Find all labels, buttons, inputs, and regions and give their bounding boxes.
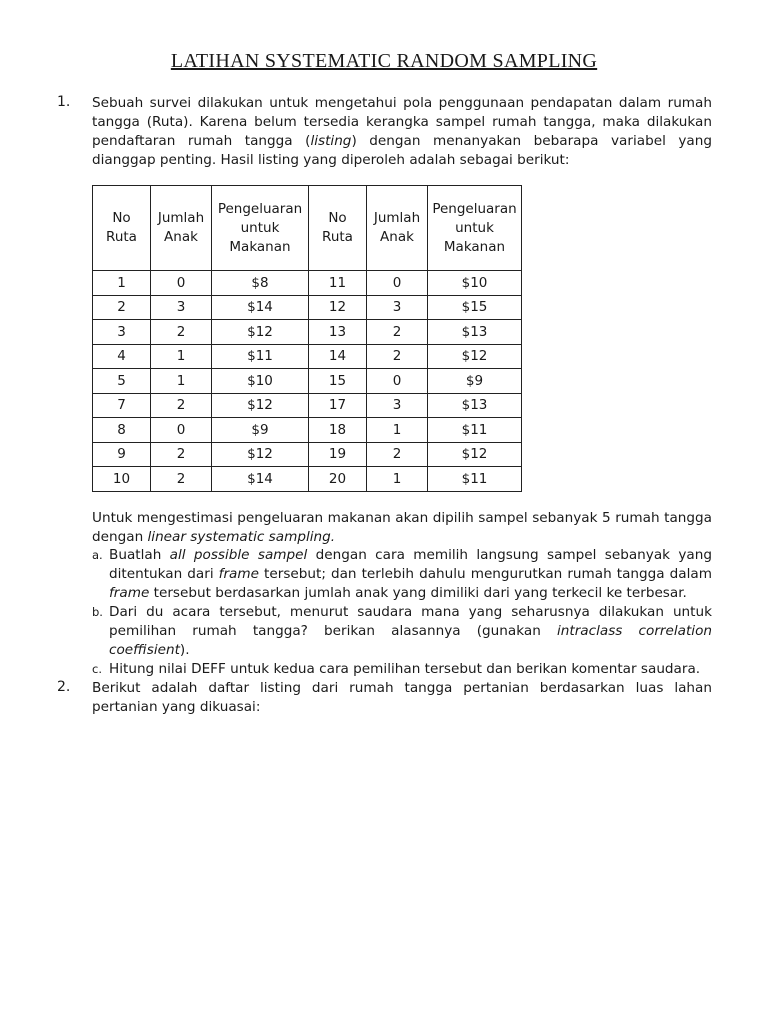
table-cell: 17 <box>309 393 367 418</box>
intro-text-1: Sebuah survei dilakukan untuk mengetahui pola penggunaan pendapatan dalam rumah tangga (Ruta). Karena belum tersedia kerangka sampel rumah tangga, maka dilakukan pendaftaran rumah tangga ( <box>92 95 712 149</box>
table-cell: 12 <box>309 295 367 320</box>
table-cell: 2 <box>151 442 212 467</box>
question-1-sampling-text <box>92 509 712 547</box>
table-cell: 3 <box>151 295 212 320</box>
after-text-2: linear systematic sampling. <box>147 529 336 545</box>
table-cell: 3 <box>367 295 428 320</box>
table-cell: $12 <box>212 320 309 345</box>
header-label: No Ruta <box>322 210 353 245</box>
table-row <box>93 271 522 296</box>
question-1-intro <box>92 94 712 170</box>
listing-table <box>92 185 522 492</box>
table-cell: $15 <box>428 295 522 320</box>
task-text: Buatlah <box>109 547 170 563</box>
table-cell: 7 <box>93 393 151 418</box>
table-cell: 2 <box>367 320 428 345</box>
table-cell: $9 <box>212 418 309 443</box>
table-header-row <box>93 186 522 271</box>
task-text: Hitung nilai DEFF untuk kedua cara pemilihan tersebut dan berikan komentar saudara. <box>109 661 701 677</box>
table-row <box>93 344 522 369</box>
table-cell: 9 <box>93 442 151 467</box>
task-text: frame <box>218 566 259 582</box>
table-row <box>93 393 522 418</box>
table-cell: 2 <box>151 393 212 418</box>
question-2-number: 2. <box>57 679 71 695</box>
table-cell: 0 <box>367 271 428 296</box>
header-label: Jumlah Anak <box>373 210 421 245</box>
table-cell: 1 <box>367 418 428 443</box>
task-text: frame <box>109 585 150 601</box>
question-2-text: Berikut adalah daftar listing dari rumah tangga pertanian berdasarkan luas lahan pertanian yang dikuasai: <box>92 680 712 715</box>
table-cell: $12 <box>428 344 522 369</box>
table-row <box>93 467 522 492</box>
table-cell: $12 <box>428 442 522 467</box>
header-jumlah-anak-2 <box>367 186 428 271</box>
table-cell: 1 <box>93 271 151 296</box>
task-text: tersebut; dan terlebih dahulu mengurutkan rumah tangga dalam <box>258 566 712 582</box>
intro-text-3: ) dengan menanyakan bebarapa variabel yang dianggap penting. Hasil listing yang diperoleh adalah sebagai berikut: <box>92 133 712 168</box>
task-text: Dari du acara tersebut, menurut saudara mana yang seharusnya dilakukan untuk pemilihan rumah tangga? berikan alasannya (gunakan <box>109 604 712 639</box>
table-cell: $13 <box>428 320 522 345</box>
document-title: LATIHAN SYSTEMATIC RANDOM SAMPLING <box>170 50 598 72</box>
task-text: all possible sampel <box>169 547 308 563</box>
table-cell: 2 <box>151 467 212 492</box>
table-cell: $11 <box>212 344 309 369</box>
table-cell: 3 <box>367 393 428 418</box>
table-cell: 13 <box>309 320 367 345</box>
header-no-ruta-2 <box>309 186 367 271</box>
question-1-tasks <box>92 546 712 679</box>
task-label: b. <box>92 605 103 619</box>
table-cell: 14 <box>309 344 367 369</box>
table-cell: 8 <box>93 418 151 443</box>
table-cell: 2 <box>93 295 151 320</box>
table-cell: $14 <box>212 295 309 320</box>
after-text-1: Untuk mengestimasi pengeluaran makanan akan dipilih sampel sebanyak 5 rumah tangga dengan <box>92 510 712 545</box>
header-pengeluaran-2 <box>428 186 522 271</box>
table-cell: 3 <box>93 320 151 345</box>
header-jumlah-anak-1 <box>151 186 212 271</box>
task-text: intraclass correlation coeffisient <box>109 623 713 658</box>
table-cell: 10 <box>93 467 151 492</box>
table-cell: 15 <box>309 369 367 394</box>
header-no-ruta-1 <box>93 186 151 271</box>
table-cell: 0 <box>151 271 212 296</box>
table-cell: $12 <box>212 442 309 467</box>
task-b <box>92 603 712 660</box>
question-1-number: 1. <box>57 94 71 110</box>
table-cell: $13 <box>428 393 522 418</box>
header-label: Pengeluaran untuk Makanan <box>432 200 517 255</box>
table-cell: 2 <box>367 344 428 369</box>
header-label: Jumlah Anak <box>157 210 205 245</box>
task-label: c. <box>92 662 102 676</box>
table-cell: 5 <box>93 369 151 394</box>
intro-text-2: listing <box>310 133 352 149</box>
table-row <box>93 418 522 443</box>
table-row <box>93 369 522 394</box>
task-text: tersebut berdasarkan jumlah anak yang dimiliki dari yang terkecil ke terbesar. <box>149 585 687 601</box>
table-cell: $10 <box>212 369 309 394</box>
task-text: ). <box>179 642 190 658</box>
table-cell: 0 <box>151 418 212 443</box>
table-cell: 20 <box>309 467 367 492</box>
task-c <box>92 660 712 679</box>
table-cell: $11 <box>428 418 522 443</box>
task-label: a. <box>92 548 103 562</box>
table-cell: $12 <box>212 393 309 418</box>
table-cell: 19 <box>309 442 367 467</box>
header-pengeluaran-1 <box>212 186 309 271</box>
table-cell: $11 <box>428 467 522 492</box>
task-text: dengan cara memilih langsung sampel sebanyak yang ditentukan dari <box>109 547 712 582</box>
header-label: Pengeluaran untuk Makanan <box>217 200 303 255</box>
table-cell: 0 <box>367 369 428 394</box>
task-a <box>92 546 712 603</box>
table-row <box>93 442 522 467</box>
header-label: No Ruta <box>106 210 137 245</box>
table-cell: 1 <box>151 369 212 394</box>
table-cell: 2 <box>151 320 212 345</box>
table-cell: $14 <box>212 467 309 492</box>
table-cell: $10 <box>428 271 522 296</box>
table-body <box>93 271 522 492</box>
table-row <box>93 295 522 320</box>
table-cell: 1 <box>367 467 428 492</box>
table-cell: 11 <box>309 271 367 296</box>
table-row <box>93 320 522 345</box>
table-cell: $9 <box>428 369 522 394</box>
table-cell: 1 <box>151 344 212 369</box>
table-cell: $8 <box>212 271 309 296</box>
table-cell: 4 <box>93 344 151 369</box>
table-cell: 18 <box>309 418 367 443</box>
table-cell: 2 <box>367 442 428 467</box>
